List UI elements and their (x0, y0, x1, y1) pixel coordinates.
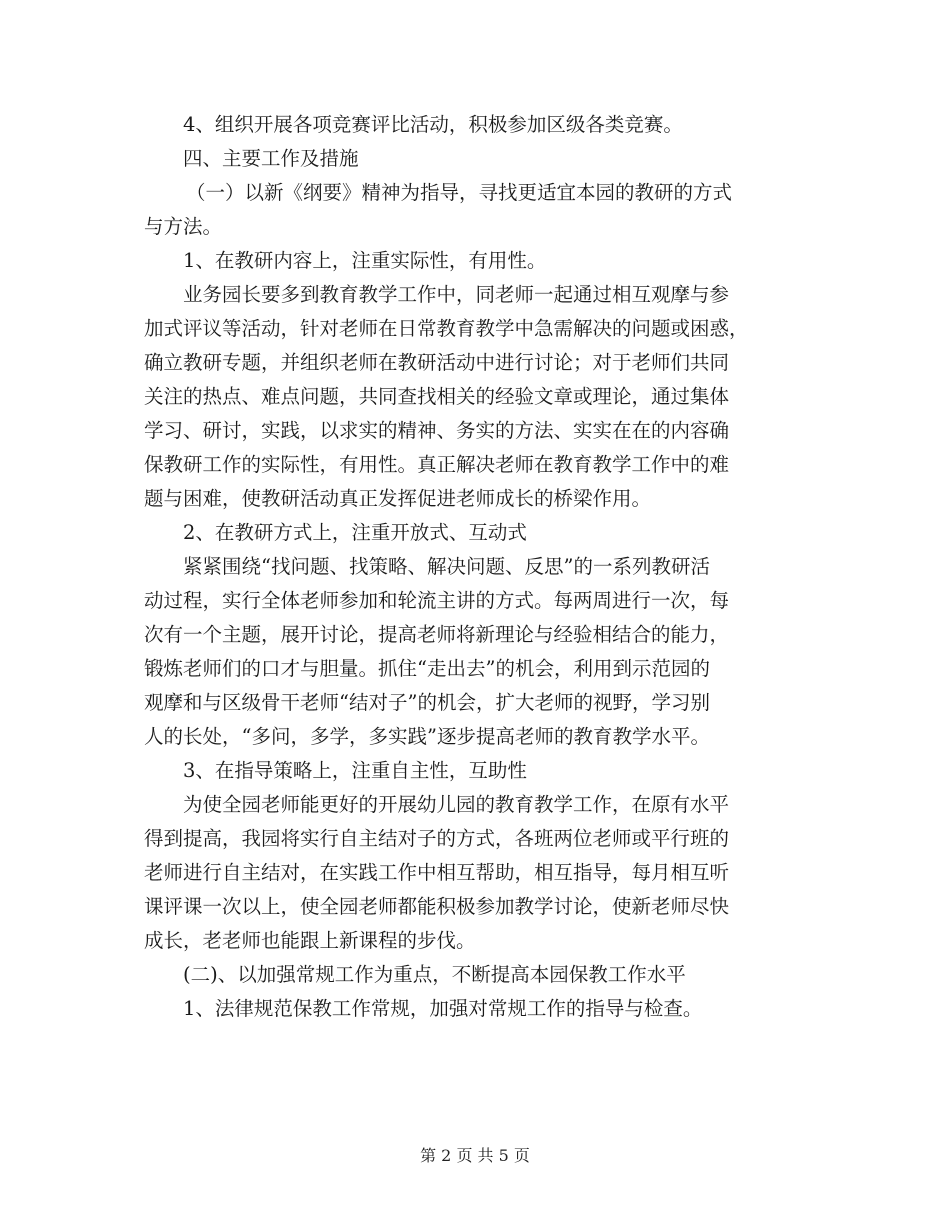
text-line: 老师进行自主结对，在实践工作中相互帮助，相互指导，每月相互听 (144, 861, 730, 884)
text-line: 关注的热点、难点问题，共同查找相关的经验文章或理论，通过集体 (144, 385, 730, 408)
subsection-heading: (二)、以加强常规工作为重点，不断提高本园保教工作水平 (183, 963, 686, 986)
text-line: 业务园长要多到教育教学工作中，同老师一起通过相互观摩与参 (183, 283, 730, 306)
subsection-heading: （一）以新《纲要》精神为指导，寻找更适宜本园的教研的方式 (186, 181, 733, 204)
text-line: 与方法。 (144, 215, 223, 238)
text-line: 动过程，实行全体老师参加和轮流主讲的方式。每两周进行一次，每 (144, 589, 730, 612)
text-line: 次有一个主题，展开讨论，提高老师将新理论与经验相结合的能力， (144, 623, 730, 646)
item-heading: 2、在教研方式上，注重开放式、互动式 (183, 521, 527, 544)
text-line: 人的长处，“多问，多学，多实践”逐步提高老师的教育教学水平。 (144, 725, 710, 748)
text-line: 4、组织开展各项竞赛评比活动，积极参加区级各类竞赛。 (183, 113, 683, 136)
text-line: 学习、研讨，实践，以求实的精神、务实的方法、实实在在的内容确 (144, 419, 730, 442)
item-heading: 1、在教研内容上，注重实际性，有用性。 (183, 249, 547, 272)
item-heading: 1、法律规范保教工作常规，加强对常规工作的指导与检查。 (183, 997, 703, 1020)
text-line: 紧紧围绕“找问题、找策略、解决问题、反思”的一系列教研活 (183, 555, 710, 578)
page-number-footer: 第 2 页 共 5 页 (420, 1146, 530, 1165)
text-line: 题与困难，使教研活动真正发挥促进老师成长的桥梁作用。 (144, 487, 652, 510)
text-line: 成长，老老师也能跟上新课程的步伐。 (144, 929, 476, 952)
text-line: 保教研工作的实际性，有用性。真正解决老师在教育教学工作中的难 (144, 453, 730, 476)
document-body (144, 108, 806, 1026)
text-line: 课评课一次以上，使全园老师都能积极参加教学讨论，使新老师尽快 (144, 895, 730, 918)
paragraph (144, 108, 806, 1026)
text-line: 加式评议等活动，针对老师在日常教育教学中急需解决的问题或困惑， (144, 317, 749, 340)
section-heading: 四、主要工作及措施 (183, 147, 359, 170)
text-line: 锻炼老师们的口才与胆量。抓住“走出去”的机会，利用到示范园的 (144, 657, 710, 680)
text-line: 观摩和与区级骨干老师“结对子”的机会，扩大老师的视野，学习别 (144, 691, 710, 714)
text-line: 得到提高，我园将实行自主结对子的方式，各班两位老师或平行班的 (144, 827, 730, 850)
text-line: 为使全园老师能更好的开展幼儿园的教育教学工作，在原有水平 (183, 793, 730, 816)
text-line: 确立教研专题，并组织老师在教研活动中进行讨论；对于老师们共同 (144, 351, 730, 374)
item-heading: 3、在指导策略上，注重自主性，互助性 (183, 759, 527, 782)
